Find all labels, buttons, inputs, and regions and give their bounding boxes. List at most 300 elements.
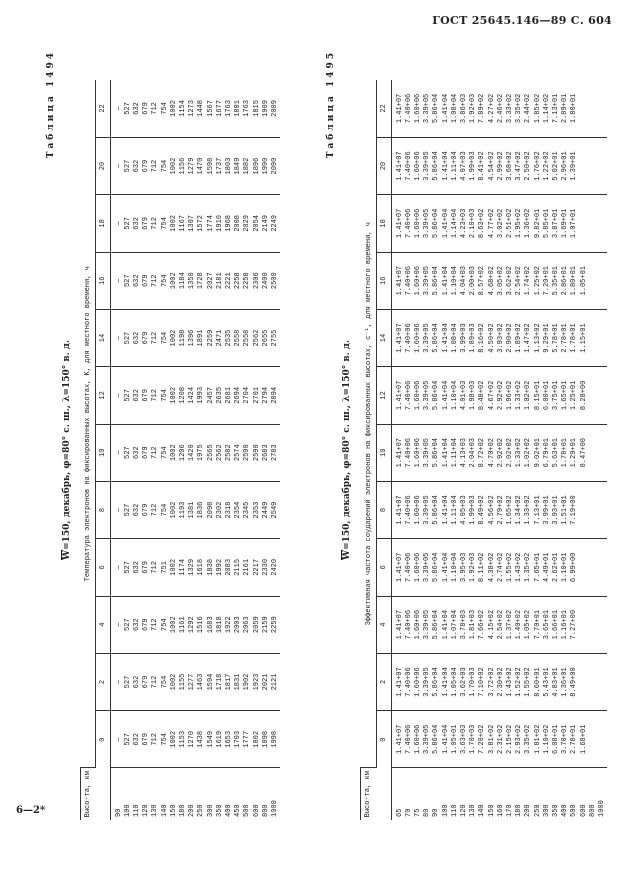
value-cell: 2.79+02: [496, 495, 505, 525]
value-cell: 7.20+02: [478, 724, 487, 755]
value-cell: 679: [142, 102, 151, 115]
value-cell: 7.10+02: [478, 667, 487, 697]
value-cell: 679: [142, 561, 151, 574]
time-header: 4: [376, 596, 391, 653]
value-cell: 1.29+01: [570, 438, 579, 468]
value-cell: 1.65+02: [505, 495, 514, 525]
value-cell: —: [114, 679, 123, 685]
value-cell: 3.39+05: [423, 724, 432, 755]
value-cell: 7.19+00: [570, 495, 579, 525]
value-column: [110, 252, 280, 309]
value-cell: 679: [142, 331, 151, 345]
value-cell: 5.86+04: [432, 208, 441, 239]
value-column: [110, 424, 280, 481]
value-cell: 632: [132, 389, 141, 402]
value-cell: 8.15+01: [533, 380, 542, 411]
value-cell: 2420: [270, 558, 279, 576]
value-cell: 1153: [178, 730, 187, 748]
value-cell: 2008: [234, 214, 243, 232]
time-header: 12: [376, 367, 391, 424]
value-cell: 9.02+01: [533, 438, 542, 468]
time-header: 20: [95, 137, 110, 194]
height-cell: 65: [395, 808, 404, 817]
value-cell: 7.89+02: [478, 93, 487, 124]
value-cell: 712: [151, 331, 160, 345]
value-cell: 1.41+04: [441, 609, 450, 640]
value-cell: 1.11+04: [450, 151, 459, 181]
value-cell: 1549: [206, 730, 215, 748]
height-cell: 120: [142, 804, 151, 817]
value-cell: 9.29+01: [542, 323, 551, 353]
value-cell: 1677: [215, 100, 224, 117]
value-cell: 1.41+04: [441, 93, 450, 124]
time-header: 2: [376, 653, 391, 710]
value-cell: 2.02+02: [505, 438, 514, 468]
value-cell: 1420: [188, 444, 197, 462]
value-cell: 679: [142, 274, 151, 288]
value-cell: 2.10+03: [469, 208, 478, 239]
value-cell: 8.49+00: [570, 667, 579, 697]
value-cell: 754: [160, 389, 169, 402]
value-cell: 1.60+06: [413, 667, 422, 697]
value-cell: 1.36+02: [524, 208, 533, 239]
value-cell: 2574: [234, 444, 243, 462]
time-header: 0: [95, 711, 110, 768]
value-cell: 2098: [206, 501, 215, 519]
height-cell: 110: [450, 804, 459, 817]
height-cell: 100: [441, 804, 450, 817]
value-cell: 8.72+02: [478, 438, 487, 468]
value-cell: 679: [142, 675, 151, 689]
value-cell: 2449: [261, 501, 270, 519]
value-cell: 8.60+01: [533, 667, 542, 697]
value-cell: 3.62+03: [459, 667, 468, 697]
value-column: [391, 711, 607, 768]
value-cell: 3.39+05: [423, 266, 432, 296]
value-cell: 7.13+01: [533, 495, 542, 525]
value-cell: 3.35+02: [524, 724, 533, 755]
value-cell: 1.39+01: [570, 151, 579, 181]
value-cell: 2681: [224, 386, 233, 404]
value-cell: 754: [160, 503, 169, 517]
value-cell: 712: [151, 274, 160, 288]
height-cell: 160: [496, 804, 505, 817]
time-header: 18: [95, 195, 110, 252]
value-cell: 7.40+06: [404, 438, 413, 468]
value-cell: 2.50+02: [524, 151, 533, 181]
height-cell: 350: [551, 804, 560, 817]
time-header: 18: [376, 195, 391, 252]
value-cell: 1381: [188, 501, 197, 519]
value-cell: 1.99+03: [469, 495, 478, 525]
value-cell: 2345: [243, 501, 252, 519]
height-cell: 170: [505, 804, 514, 817]
value-cell: 5.86+04: [432, 323, 441, 353]
value-cell: 1.96+02: [505, 380, 514, 411]
value-cell: 7.65+01: [533, 552, 542, 583]
value-cell: 1277: [188, 673, 197, 691]
height-column: [391, 768, 607, 820]
value-cell: 679: [142, 389, 151, 402]
value-cell: 1.14+02: [542, 93, 551, 124]
value-cell: 2590: [243, 444, 252, 462]
value-cell: 8.57+02: [478, 266, 487, 296]
value-cell: 3.39+05: [423, 151, 432, 181]
value-cell: 1.41+07: [395, 552, 404, 583]
value-cell: —: [114, 393, 123, 398]
value-cell: 1.14+04: [450, 208, 459, 239]
value-cell: —: [114, 737, 123, 742]
value-cell: 1.81+03: [469, 609, 478, 640]
value-cell: 1836: [197, 501, 206, 519]
value-cell: 2.96+01: [561, 151, 570, 181]
value-cell: 1.60+06: [413, 552, 422, 583]
value-cell: 1002: [169, 558, 178, 576]
value-cell: 1.41+04: [441, 552, 450, 583]
time-header: 12: [95, 367, 110, 424]
value-cell: 1.35+02: [524, 552, 533, 583]
value-cell: 5.86+04: [432, 438, 441, 468]
value-cell: 5.43+01: [542, 667, 551, 697]
value-cell: 679: [142, 733, 151, 746]
value-cell: 1975: [197, 444, 206, 462]
value-cell: 1.10+04: [450, 266, 459, 296]
value-cell: 3.39+05: [423, 552, 432, 583]
caption-w: $\overline{W}$: [342, 549, 352, 561]
value-cell: 754: [160, 446, 169, 459]
value-cell: 632: [132, 561, 141, 574]
value-cell: 2181: [215, 272, 224, 290]
value-cell: 5.63+01: [551, 438, 560, 468]
value-cell: 1.41+04: [441, 438, 450, 468]
value-cell: 1002: [169, 100, 178, 117]
value-cell: 1.60+06: [413, 724, 422, 755]
value-cell: 632: [132, 159, 141, 173]
time-header: 8: [376, 481, 391, 538]
value-cell: 4.01+03: [459, 380, 468, 411]
height-cell: 140: [478, 804, 487, 817]
value-cell: 527: [123, 618, 132, 631]
value-cell: 2.99+02: [496, 151, 505, 181]
value-cell: 7.13+01: [551, 93, 560, 124]
value-cell: 3.81+02: [487, 724, 496, 755]
value-cell: 1737: [215, 157, 224, 175]
height-cell: 140: [160, 804, 169, 817]
value-cell: 8.63+02: [478, 208, 487, 239]
value-cell: 1448: [197, 100, 206, 117]
value-cell: 1.89+03: [469, 323, 478, 353]
value-cell: 3.93+01: [551, 495, 560, 525]
value-cell: 5.86+04: [432, 151, 441, 181]
value-cell: 1.65+01: [561, 380, 570, 411]
value-cell: 7.40+06: [404, 93, 413, 124]
value-cell: 527: [123, 503, 132, 517]
value-cell: 1.70+03: [469, 667, 478, 697]
height-cell: 800: [588, 804, 597, 817]
value-cell: 1002: [169, 444, 178, 462]
value-cell: 2.78+01: [561, 323, 570, 353]
table-caption: [62, 80, 72, 820]
value-cell: 4.07+03: [459, 151, 468, 181]
value-cell: 1801: [234, 100, 243, 117]
sub-header: Температура электронов на фиксированных высотах, K, для местного времени, ч: [81, 80, 96, 768]
value-cell: —: [114, 106, 123, 111]
value-cell: 632: [132, 503, 141, 517]
value-cell: 1438: [197, 730, 206, 748]
value-cell: 7.70+01: [533, 609, 542, 640]
height-cell: 130: [151, 804, 160, 817]
value-cell: 1902: [243, 673, 252, 691]
value-cell: 4.77+02: [487, 208, 496, 239]
value-cell: 7.40+06: [404, 552, 413, 583]
value-cell: 1.41+04: [441, 724, 450, 755]
value-cell: 1279: [188, 157, 197, 175]
value-cell: 2.31+02: [496, 724, 505, 755]
value-cell: 1.41+04: [441, 323, 450, 353]
value-cell: 1.07+04: [450, 609, 459, 640]
value-cell: 1.52+02: [515, 667, 524, 697]
value-cell: 1002: [169, 329, 178, 347]
time-header: 20: [376, 137, 391, 194]
table-body: [110, 80, 280, 820]
value-cell: 1.02+02: [524, 380, 533, 411]
value-cell: 3.39+05: [423, 667, 432, 697]
value-cell: 754: [160, 159, 169, 173]
caption-text: =150, декабрь, φ=80° с. ш., λ=150° в. д.: [342, 340, 352, 550]
value-cell: 3.05+02: [496, 266, 505, 296]
table-caption: [342, 80, 352, 820]
value-cell: 2562: [252, 329, 261, 347]
value-cell: 1470: [197, 157, 206, 175]
value-column: [110, 195, 280, 252]
value-cell: 1817: [224, 673, 233, 691]
value-cell: 2.46+02: [496, 93, 505, 124]
value-column: [391, 424, 607, 481]
value-cell: 1567: [206, 100, 215, 117]
time-header: 10: [95, 424, 110, 481]
value-cell: 2562: [215, 444, 224, 462]
value-cell: 1.05+01: [579, 266, 588, 296]
value-cell: 1718: [215, 673, 224, 691]
value-cell: 2.92+02: [496, 380, 505, 411]
value-cell: 1683: [206, 616, 215, 634]
value-cell: 1.41+04: [441, 380, 450, 411]
value-cell: 2354: [234, 501, 243, 519]
value-cell: 1463: [197, 673, 206, 691]
value-cell: 1.41+07: [395, 438, 404, 468]
height-cell: 180: [178, 804, 187, 817]
value-cell: 3.33+02: [505, 93, 514, 124]
value-cell: 2083: [224, 558, 233, 576]
table-number: Таблица 1494: [46, 50, 56, 159]
value-cell: 2.93+02: [515, 724, 524, 755]
value-cell: 754: [160, 217, 169, 230]
height-cell: 180: [515, 804, 524, 817]
value-cell: 7.40+06: [404, 266, 413, 296]
value-cell: 7.40+06: [404, 495, 413, 525]
value-cell: 1273: [188, 100, 197, 117]
height-cell: 150: [487, 804, 496, 817]
value-cell: 1002: [169, 157, 178, 175]
height-cell: 90: [432, 808, 441, 817]
height-column: [110, 768, 280, 820]
value-cell: 2590: [252, 444, 261, 462]
value-cell: 4.68+02: [487, 266, 496, 296]
height-cell: 70: [404, 808, 413, 817]
value-cell: 1.80+01: [570, 266, 579, 296]
height-cell: 300: [542, 804, 551, 817]
value-cell: 5.86+04: [432, 380, 441, 411]
time-header: 14: [95, 309, 110, 366]
height-cell: 120: [459, 804, 468, 817]
value-cell: 2306: [252, 272, 261, 290]
value-column: [391, 539, 607, 596]
value-cell: 1.98+03: [469, 380, 478, 411]
value-cell: 2259: [270, 616, 279, 634]
value-cell: 2.90+02: [505, 323, 514, 353]
height-cell: 150: [169, 804, 178, 817]
value-cell: 2535: [224, 329, 233, 347]
value-cell: 1818: [215, 616, 224, 634]
value-cell: 3.39+05: [423, 208, 432, 239]
value-cell: 5.86+04: [432, 609, 441, 640]
value-cell: 2259: [206, 329, 215, 347]
value-cell: 3.47+02: [515, 151, 524, 181]
value-cell: 3.02+02: [496, 208, 505, 239]
value-column: [391, 596, 607, 653]
value-cell: 8.41+02: [478, 151, 487, 181]
time-header: 14: [376, 309, 391, 366]
value-cell: 4.04+03: [459, 266, 468, 296]
value-cell: 1896: [252, 157, 261, 175]
value-cell: 7.27+00: [570, 609, 579, 640]
value-cell: 8.16+02: [478, 323, 487, 353]
value-cell: 2.54+02: [515, 266, 524, 296]
value-cell: 4.67+02: [487, 380, 496, 411]
value-cell: 1619: [215, 730, 224, 748]
value-cell: 5.86+04: [432, 724, 441, 755]
value-cell: 527: [123, 733, 132, 746]
value-cell: 1.41+04: [441, 266, 450, 296]
value-cell: 5.86+04: [432, 552, 441, 583]
value-cell: 712: [151, 102, 160, 115]
value-cell: 8.47+00: [579, 438, 588, 468]
value-cell: 8.28+00: [579, 380, 588, 411]
value-cell: 4.50+02: [487, 323, 496, 353]
value-cell: 2003: [234, 616, 243, 634]
value-cell: 1.60+06: [413, 266, 422, 296]
value-cell: 1.68+01: [579, 724, 588, 755]
value-cell: 6.00+01: [542, 380, 551, 411]
height-cell: 110: [132, 804, 141, 817]
value-cell: 1831: [234, 673, 243, 691]
height-cell: 1000: [597, 800, 606, 817]
value-cell: 1.02+02: [524, 438, 533, 468]
value-cell: 8.48+02: [478, 380, 487, 411]
value-cell: 4.05+03: [459, 495, 468, 525]
value-cell: 5.86+04: [432, 495, 441, 525]
value-cell: 1838: [206, 558, 215, 576]
value-cell: 632: [132, 675, 141, 689]
value-cell: 2457: [206, 386, 215, 404]
value-cell: 2.04+03: [469, 438, 478, 468]
value-cell: 1.43+02: [515, 552, 524, 583]
time-header: 16: [376, 252, 391, 309]
value-cell: 1.08+04: [450, 323, 459, 353]
height-cell: 300: [206, 804, 215, 817]
value-cell: 5.85+01: [542, 208, 551, 239]
value-cell: 1598: [206, 157, 215, 175]
time-header: 8: [95, 481, 110, 538]
time-header: 4: [95, 596, 110, 653]
value-cell: 1.11+04: [450, 495, 459, 525]
value-cell: 4.54+02: [487, 151, 496, 181]
table-1494-block: [46, 50, 316, 820]
value-cell: 1910: [215, 214, 224, 232]
value-cell: 1.43+02: [505, 667, 514, 697]
value-column: [391, 80, 607, 137]
time-header: 2: [95, 653, 110, 710]
value-cell: 2.00+03: [469, 266, 478, 296]
value-cell: 1.60+06: [413, 438, 422, 468]
value-cell: 3.93+02: [496, 323, 505, 353]
value-cell: 1.55+02: [524, 667, 533, 697]
value-cell: 5.86+04: [432, 93, 441, 124]
sub-header: Эффективная частота соударений электронов на фиксированных высотах, с⁻¹, для местного времени, ч: [361, 80, 377, 768]
value-cell: 1968: [224, 214, 233, 232]
value-cell: 1002: [169, 673, 178, 691]
value-cell: 1516: [197, 616, 206, 634]
value-cell: 4.70+02: [487, 438, 496, 468]
table-body: [391, 80, 607, 820]
table-number: Таблица 1495: [326, 50, 336, 159]
time-header: 16: [95, 252, 110, 309]
value-column: [110, 596, 280, 653]
value-cell: 1.41+07: [395, 495, 404, 525]
value-cell: 712: [151, 618, 160, 631]
value-cell: 1.60+06: [413, 151, 422, 181]
value-cell: 1891: [197, 329, 206, 347]
value-cell: 1.36+01: [561, 667, 570, 697]
value-cell: 1774: [206, 214, 215, 232]
value-cell: 1167: [178, 214, 187, 232]
value-cell: 7.40+06: [404, 151, 413, 181]
value-cell: 2.44+02: [524, 93, 533, 124]
value-cell: 2.51+02: [505, 208, 514, 239]
value-cell: 1.05+01: [450, 724, 459, 755]
value-cell: 1.41+07: [395, 151, 404, 181]
value-cell: 1.25+02: [533, 266, 542, 296]
value-cell: 1.40+02: [515, 609, 524, 640]
value-cell: 1763: [224, 100, 233, 117]
value-cell: 754: [160, 733, 169, 746]
value-cell: 1.41+07: [395, 724, 404, 755]
value-cell: 679: [142, 503, 151, 517]
value-column: [391, 252, 607, 309]
value-cell: 1184: [178, 272, 187, 290]
value-cell: 5.35+01: [551, 266, 560, 296]
value-cell: 1002: [169, 616, 178, 634]
value-column: [391, 137, 607, 194]
time-header: 6: [95, 539, 110, 596]
value-cell: 7.40+06: [404, 667, 413, 697]
value-cell: 2894: [270, 386, 279, 404]
height-header: Высо-та, км: [361, 768, 392, 820]
time-header: 22: [376, 80, 391, 137]
value-cell: 1.41+04: [441, 151, 450, 181]
value-cell: 1002: [169, 386, 178, 404]
value-cell: 2565: [206, 444, 215, 462]
